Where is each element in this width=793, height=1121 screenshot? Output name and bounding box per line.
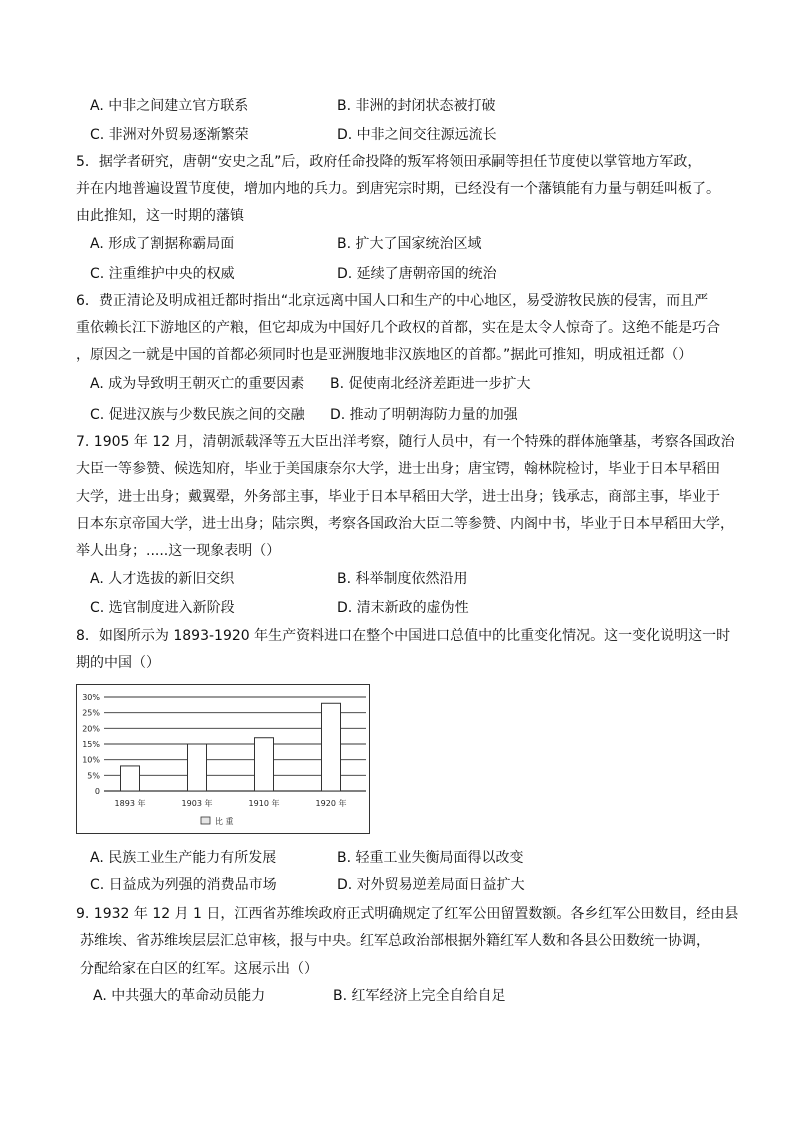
q4-option-d: D. 中非之间交往源远流长 bbox=[337, 127, 497, 143]
bar bbox=[255, 738, 274, 791]
q4-option-b: B. 非洲的封闭状态被打破 bbox=[337, 98, 496, 114]
legend-swatch bbox=[201, 817, 210, 824]
q6-option-b: B. 促使南北经济差距进一步扩大 bbox=[330, 376, 531, 392]
x-tick-label: 1893 年 bbox=[114, 799, 146, 808]
q5-stem-line: 并在内地普遍设置节度使，增加内地的兵力。到唐宪宗时期，已经没有一个藩镇能有力量与朝廷叫板了。 bbox=[76, 181, 720, 197]
y-tick-label: 10% bbox=[82, 755, 100, 765]
x-tick-label: 1910 年 bbox=[248, 799, 280, 808]
legend-label: 比 重 bbox=[215, 817, 234, 826]
q8-stem-line: 8．如图所示为 1893-1920 年生产资料进口在整个中国进口总值中的比重变化情况。这一变化说明这一时 bbox=[76, 628, 731, 644]
q9-stem-line: 分配给家在白区的红军。这展示出（） bbox=[80, 961, 318, 977]
q9-option-a: A. 中共强大的革命动员能力 bbox=[93, 988, 266, 1004]
q4-option-c: C. 非洲对外贸易逐渐繁荣 bbox=[90, 127, 249, 143]
y-tick-label: 0 bbox=[94, 787, 100, 796]
q7-stem-line: 大学，进士出身；戴翼翚，外务部主事，毕业于日本早稻田大学，进士出身；钱承志，商部主事，毕业于 bbox=[76, 489, 720, 505]
y-tick-label: 5% bbox=[87, 771, 100, 781]
q5-option-b: B. 扩大了国家统治区域 bbox=[337, 236, 482, 252]
y-tick-label: 25% bbox=[82, 708, 100, 718]
q7-stem-line: 大臣一等参赞、候选知府，毕业于美国康奈尔大学，进士出身；唐宝锷，翰林院检讨，毕业于日本早稻田 bbox=[76, 461, 720, 477]
q5-stem-line: 5．据学者研究，唐朝“安史之乱”后，政府任命投降的叛军将领田承嗣等担任节度使以掌管地方军政， bbox=[76, 154, 702, 170]
q8-option-a: A. 民族工业生产能力有所发展 bbox=[90, 850, 277, 866]
x-tick-label: 1903 年 bbox=[181, 799, 213, 808]
q5-stem-line: 由此推知，这一时期的藩镇 bbox=[76, 208, 244, 224]
bar bbox=[322, 703, 341, 791]
q9-stem-line: 苏维埃、省苏维埃层层汇总审核，报与中央。红军总政治部根据外籍红军人数和各县公田数统一协调， bbox=[80, 933, 710, 949]
q7-option-d: D. 清末新政的虚伪性 bbox=[337, 600, 469, 616]
q8-option-b: B. 轻重工业失衡局面得以改变 bbox=[337, 850, 524, 866]
bar bbox=[121, 766, 140, 791]
q7-option-c: C. 选官制度进入新阶段 bbox=[90, 600, 235, 616]
q8-stem-line: 期的中国（） bbox=[76, 655, 160, 671]
y-tick-label: 30% bbox=[82, 693, 100, 702]
y-tick-label: 20% bbox=[82, 724, 100, 734]
q4-option-a: A. 中非之间建立官方联系 bbox=[90, 98, 249, 114]
q6-stem-line: 6．费正清论及明成祖迁都时指出“北京远离中国人口和生产的中心地区，易受游牧民族的侵害，而且严 bbox=[76, 293, 709, 309]
q9-stem-line: 9. 1932 年 12 月 1 日，江西省苏维埃政府正式明确规定了红军公田留置数额。各乡红军公田数目，经由县 bbox=[76, 906, 739, 922]
q6-option-a: A. 成为导致明王朝灭亡的重要因素 bbox=[90, 376, 305, 392]
q6-option-d: D. 推动了明朝海防力量的加强 bbox=[330, 407, 518, 423]
q8-option-d: D. 对外贸易逆差局面日益扩大 bbox=[337, 877, 525, 893]
q6-stem-line: 重依赖长江下游地区的产粮，但它却成为中国好几个政权的首都，实在是太令人惊奇了。这绝不能是巧合 bbox=[76, 320, 720, 336]
bar-chart bbox=[76, 684, 370, 834]
q6-option-c: C. 促进汉族与少数民族之间的交融 bbox=[90, 407, 305, 423]
q9-option-b: B. 红军经济上完全自给自足 bbox=[333, 988, 506, 1004]
q5-option-c: C. 注重维护中央的权威 bbox=[90, 266, 235, 282]
q7-stem-line: 7. 1905 年 12 月，清朝派载泽等五大臣出洋考察，随行人员中，有一个特殊的群体施肇基，考察各国政治 bbox=[76, 434, 735, 450]
q8-option-c: C. 日益成为列强的消费品市场 bbox=[90, 877, 277, 893]
q5-option-d: D. 延续了唐朝帝国的统治 bbox=[337, 266, 497, 282]
q7-stem-line: 举人出身；.....这一现象表明（） bbox=[76, 543, 281, 559]
bar bbox=[188, 744, 207, 791]
q7-stem-line: 日本东京帝国大学，进士出身；陆宗舆，考察各国政治大臣二等参赞、内阁中书，毕业于日本早稻田大学， bbox=[76, 516, 734, 532]
y-tick-label: 15% bbox=[82, 740, 100, 749]
q5-option-a: A. 形成了割据称霸局面 bbox=[90, 236, 235, 252]
q7-option-b: B. 科举制度依然沿用 bbox=[337, 571, 468, 587]
q7-option-a: A. 人才选拔的新旧交织 bbox=[90, 571, 235, 587]
x-tick-label: 1920 年 bbox=[315, 799, 347, 808]
q6-stem-line: ，原因之一就是中国的首都必须同时也是亚洲腹地非汉族地区的首都。”据此可推知，明成祖迁都（） bbox=[76, 347, 693, 363]
